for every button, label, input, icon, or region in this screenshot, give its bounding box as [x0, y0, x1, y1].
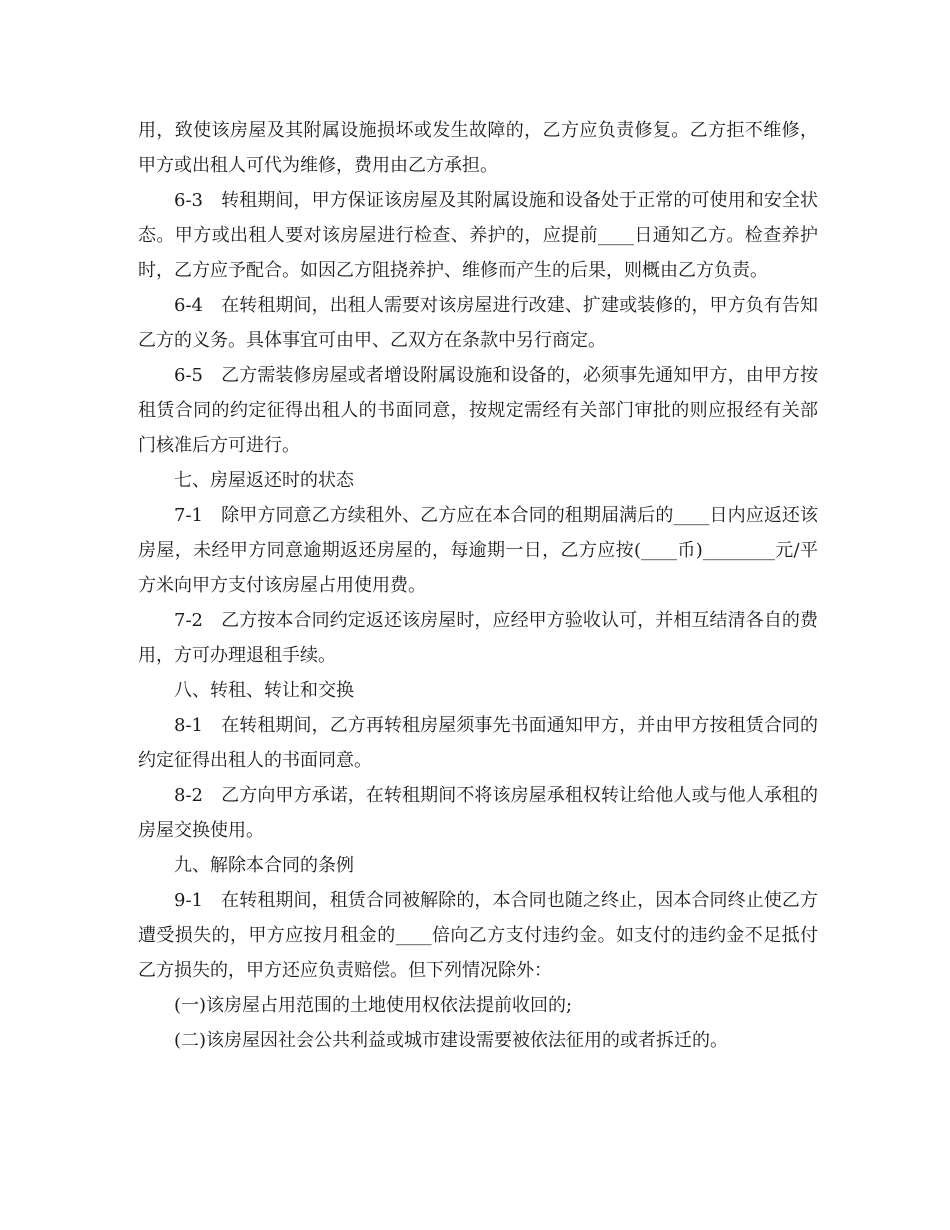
exception-item-1: (一)该房屋占用范围的土地使用权依法提前收回的;: [174, 995, 573, 1016]
paragraph-8-2: 8-2 乙方向甲方承诺，在转租期间不将该房屋承租权转让给他人或与他人承租的房屋交换使用。: [138, 785, 818, 841]
paragraph-6-3: 6-3 转租期间，甲方保证该房屋及其附属设施和设备处于正常的可使用和安全状态。甲方或出租人要对该房屋进行检查、养护的，应提前____日通知乙方。检查养护时，乙方应予配合。如因乙方阻挠养护、维修而产生的后果，则概由乙方负责。: [138, 190, 818, 281]
paragraph-6-2-continued: 用，致使该房屋及其附属设施损坏或发生故障的，乙方应负责修复。乙方拒不维修，甲方或出租人可代为维修，费用由乙方承担。: [138, 120, 818, 176]
paragraph-7-2: 7-2 乙方按本合同约定返还该房屋时，应经甲方验收认可，并相互结清各自的费用，方可办理退租手续。: [138, 610, 818, 666]
document-body: [138, 113, 818, 1058]
paragraph-7-1: 7-1 除甲方同意乙方续租外、乙方应在本合同的租期届满后的____日内应返还该房屋，未经甲方同意逾期返还房屋的，每逾期一日，乙方应按(____币)________元/平方米向甲方支付该房屋占用使用费。: [138, 505, 818, 596]
paragraph-9-1: 9-1 在转租期间，租赁合同被解除的，本合同也随之终止，因本合同终止使乙方遭受损失的，甲方应按月租金的____倍向乙方支付违约金。如支付的违约金不足抵付乙方损失的，甲方还应负责赔偿。但下列情况除外：: [138, 890, 818, 981]
section-heading-7: 七、房屋返还时的状态: [174, 470, 354, 491]
paragraph-8-1: 8-1 在转租期间，乙方再转租房屋须事先书面通知甲方，并由甲方按租赁合同的约定征得出租人的书面同意。: [138, 715, 818, 771]
section-heading-8: 八、转租、转让和交换: [174, 680, 354, 701]
paragraph-6-5: 6-5 乙方需装修房屋或者增设附属设施和设备的，必须事先通知甲方，由甲方按租赁合同的约定征得出租人的书面同意，按规定需经有关部门审批的则应报经有关部门核准后方可进行。: [138, 365, 818, 456]
paragraph-6-4: 6-4 在转租期间，出租人需要对该房屋进行改建、扩建或装修的，甲方负有告知乙方的义务。具体事宜可由甲、乙双方在条款中另行商定。: [138, 295, 818, 351]
section-heading-9: 九、解除本合同的条例: [174, 855, 354, 876]
exception-item-2: (二)该房屋因社会公共利益或城市建设需要被依法征用的或者拆迁的。: [174, 1030, 729, 1051]
